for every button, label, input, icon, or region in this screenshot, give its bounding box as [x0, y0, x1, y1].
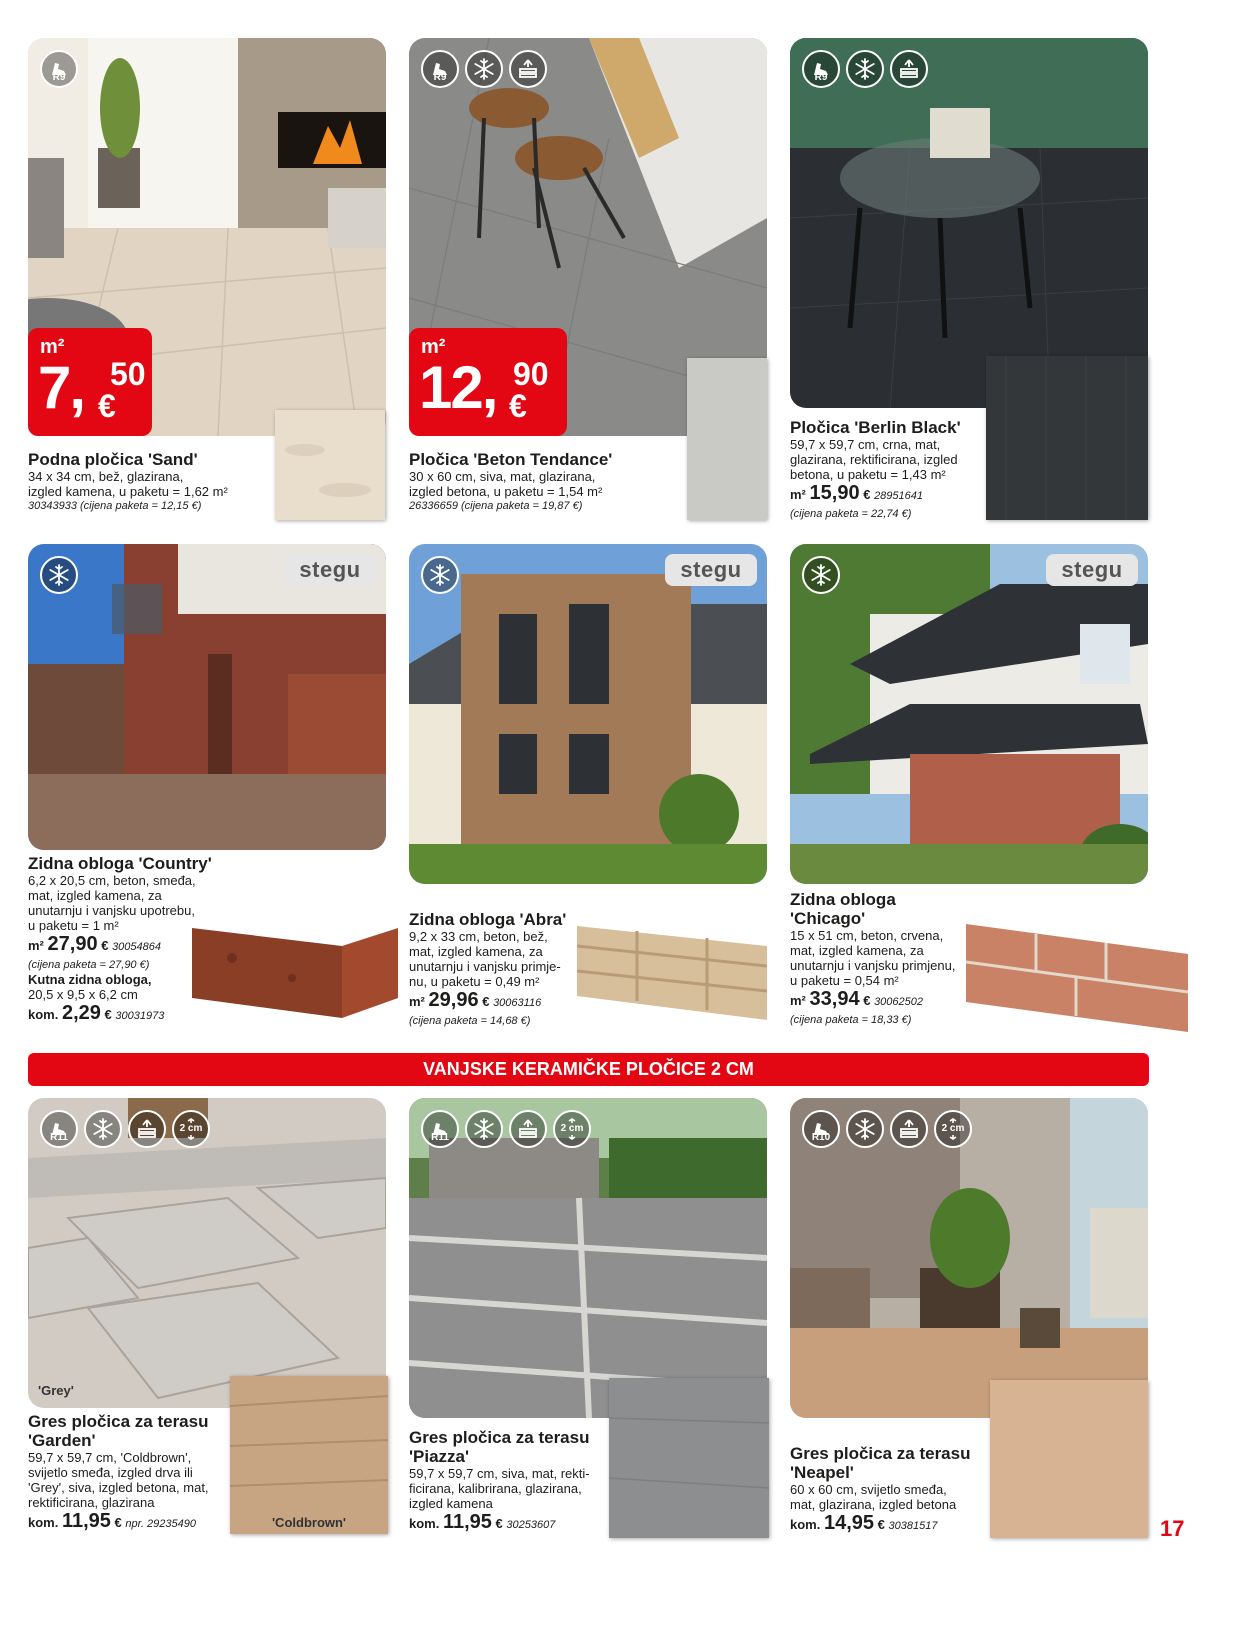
piazza-title-2: 'Piazza'	[409, 1447, 470, 1466]
garden-desc-2: svijetlo smeđa, izgled drva ili	[28, 1465, 193, 1480]
brick-house-chicago-image	[790, 544, 1148, 884]
country-price: m² 27,90 € 30054864	[28, 933, 162, 955]
slip-resistance-r11-icon: R11	[421, 1110, 459, 1148]
piazza-title-1: Gres pločica za terasu	[409, 1428, 590, 1447]
product-card-neapel[interactable]	[790, 1098, 1164, 1548]
country-photo	[28, 544, 386, 850]
abra-icons	[421, 556, 459, 594]
berlin-package-price: (cijena paketa = 22,74 €)	[790, 508, 912, 520]
grey-variant-label: 'Grey'	[38, 1383, 74, 1398]
abra-price: m² 29,96 € 30063116	[409, 989, 542, 1011]
beton-tile-swatch	[687, 358, 767, 520]
slip-resistance-r9-icon: R9	[421, 50, 459, 88]
chicago-brick-swatch	[966, 924, 1188, 1032]
stegu-logo: stegu	[1046, 554, 1138, 586]
country-corner-size: 20,5 x 9,5 x 6,2 cm	[28, 987, 138, 1002]
product-card-piazza[interactable]	[409, 1098, 783, 1548]
product-card-abra[interactable]	[409, 544, 783, 1044]
sand-tile-swatch	[275, 410, 385, 520]
piazza-price: kom. 11,95 € 30253607	[409, 1511, 556, 1533]
country-package-price: (cijena paketa = 27,90 €)	[28, 959, 150, 971]
coldbrown-variant-label: 'Coldbrown'	[271, 1515, 347, 1530]
berlin-desc-3: betona, u paketu = 1,43 m²	[790, 467, 946, 482]
piazza-icons	[421, 1110, 591, 1148]
country-corner-price: kom. 2,29 € 30031973	[28, 1002, 165, 1024]
sand-title: Podna pločica 'Sand'	[28, 450, 198, 469]
beton-desc-2: izgled betona, u paketu = 1,54 m²	[409, 484, 603, 499]
brick-house-country-image	[28, 544, 386, 850]
sand-desc-1: 34 x 34 cm, bež, glazirana,	[28, 469, 184, 484]
section-banner: VANJSKE KERAMIČKE PLOČICE 2 CM	[28, 1053, 1149, 1086]
glass-table-image	[790, 38, 1148, 408]
floor-heating-icon	[509, 1110, 547, 1148]
chicago-title-2: 'Chicago'	[790, 909, 866, 928]
garden-icons	[40, 1110, 210, 1148]
floor-heating-icon	[128, 1110, 166, 1148]
neapel-icons	[802, 1110, 972, 1148]
frost-resistant-icon	[802, 556, 840, 594]
garden-title-2: 'Garden'	[28, 1431, 96, 1450]
garden-desc-4: rektificirana, glazirana	[28, 1495, 155, 1510]
neapel-title-2: 'Neapel'	[790, 1463, 854, 1482]
chicago-desc-2: mat, izgled kamena, za	[790, 943, 924, 958]
abra-photo	[409, 544, 767, 884]
country-icons	[40, 556, 78, 594]
berlin-desc-2: glazirana, rektificirana, izgled	[790, 452, 958, 467]
product-card-berlin-black[interactable]	[790, 38, 1164, 528]
beton-title: Pločica 'Beton Tendance'	[409, 450, 613, 469]
slip-resistance-r11-icon: R11	[40, 1110, 78, 1148]
garden-desc-1: 59,7 x 59,7 cm, 'Coldbrown',	[28, 1450, 192, 1465]
thickness-2cm-icon: 2 cm	[934, 1110, 972, 1148]
product-card-garden[interactable]	[28, 1098, 402, 1548]
country-corner-title: Kutna zidna obloga,	[28, 972, 152, 987]
frost-resistant-icon	[846, 50, 884, 88]
piazza-tile-swatch	[609, 1378, 769, 1538]
country-desc-3: unutarnju i vanjsku upotrebu,	[28, 903, 195, 918]
chicago-photo	[790, 544, 1148, 884]
beton-desc-1: 30 x 60 cm, siva, mat, glazirana,	[409, 469, 596, 484]
neapel-photo	[790, 1098, 1148, 1418]
neapel-desc-1: 60 x 60 cm, svijetlo smeđa,	[790, 1482, 947, 1497]
chicago-desc-1: 15 x 51 cm, beton, crvena,	[790, 928, 944, 943]
berlin-price: m² 15,90 € 28951641	[790, 482, 924, 504]
garden-price: kom. 11,95 € npr. 29235490	[28, 1510, 196, 1532]
berlin-title: Pločica 'Berlin Black'	[790, 418, 961, 437]
stegu-logo: stegu	[665, 554, 757, 586]
beton-price-badge: m² 12, 90 €	[409, 328, 567, 436]
frost-resistant-icon	[465, 50, 503, 88]
frost-resistant-icon	[465, 1110, 503, 1148]
product-card-beton-tendance[interactable]	[409, 38, 783, 528]
piazza-desc-3: izgled kamena	[409, 1496, 493, 1511]
floor-heating-icon	[890, 50, 928, 88]
chicago-desc-4: u paketu = 0,54 m²	[790, 973, 899, 988]
frost-resistant-icon	[421, 556, 459, 594]
sand-icons	[40, 50, 78, 88]
beton-code-line: 26336659 (cijena paketa = 19,87 €)	[409, 500, 583, 512]
stegu-logo: stegu	[284, 554, 376, 586]
thickness-2cm-icon: 2 cm	[553, 1110, 591, 1148]
garden-coldbrown-swatch	[230, 1376, 388, 1534]
beton-icons	[421, 50, 547, 88]
neapel-title-1: Gres pločica za terasu	[790, 1444, 971, 1463]
garden-title-1: Gres pločica za terasu	[28, 1412, 209, 1431]
abra-package-price: (cijena paketa = 14,68 €)	[409, 1015, 531, 1027]
abra-desc-2: mat, izgled kamena, za	[409, 944, 543, 959]
product-card-country[interactable]	[28, 544, 402, 1044]
berlin-tile-swatch	[986, 356, 1148, 520]
sand-desc-2: izgled kamena, u paketu = 1,62 m²	[28, 484, 228, 499]
berlin-photo	[790, 38, 1148, 408]
piazza-desc-1: 59,7 x 59,7 cm, siva, mat, rekti-	[409, 1466, 590, 1481]
country-desc-2: mat, izgled kamena, za	[28, 888, 162, 903]
chicago-price: m² 33,94 € 30062502	[790, 988, 924, 1010]
berlin-desc-1: 59,7 x 59,7 cm, crna, mat,	[790, 437, 941, 452]
chicago-title-1: Zidna obloga	[790, 890, 896, 909]
chicago-desc-3: unutarnju i vanjsku primjenu,	[790, 958, 956, 973]
abra-stone-swatch	[577, 916, 767, 1020]
chicago-icons	[802, 556, 840, 594]
stone-house-abra-image	[409, 544, 767, 884]
country-title: Zidna obloga 'Country'	[28, 854, 212, 873]
neapel-tile-swatch	[990, 1380, 1148, 1538]
sand-price-badge: m² 7, 50 €	[28, 328, 152, 436]
chicago-package-price: (cijena paketa = 18,33 €)	[790, 1014, 912, 1026]
piazza-desc-2: ficirana, kalibrirana, glazirana,	[409, 1481, 582, 1496]
neapel-desc-2: mat, glazirana, izgled betona	[790, 1497, 957, 1512]
slip-resistance-r9-icon: R9	[40, 50, 78, 88]
abra-desc-1: 9,2 x 33 cm, beton, bež,	[409, 929, 548, 944]
thickness-2cm-icon: 2 cm	[172, 1110, 210, 1148]
page-number: 17	[1160, 1516, 1185, 1541]
country-desc-4: u paketu = 1 m²	[28, 918, 119, 933]
product-card-sand[interactable]	[28, 38, 402, 528]
country-desc-1: 6,2 x 20,5 cm, beton, smeđa,	[28, 873, 196, 888]
garden-photo	[28, 1098, 386, 1408]
abra-desc-4: nu, u paketu = 0,49 m²	[409, 974, 540, 989]
floor-heating-icon	[509, 50, 547, 88]
product-card-chicago[interactable]	[790, 544, 1164, 1044]
slip-resistance-r10-icon: R10	[802, 1110, 840, 1148]
neapel-price: kom. 14,95 € 30381517	[790, 1512, 938, 1534]
frost-resistant-icon	[84, 1110, 122, 1148]
abra-desc-3: unutarnju i vanjsku primje-	[409, 959, 561, 974]
berlin-icons	[802, 50, 928, 88]
piazza-photo	[409, 1098, 767, 1418]
frost-resistant-icon	[846, 1110, 884, 1148]
sand-code-line: 30343933 (cijena paketa = 12,15 €)	[28, 500, 202, 512]
floor-heating-icon	[890, 1110, 928, 1148]
abra-title: Zidna obloga 'Abra'	[409, 910, 567, 929]
slip-resistance-r9-icon: R9	[802, 50, 840, 88]
frost-resistant-icon	[40, 556, 78, 594]
garden-desc-3: 'Grey', siva, izgled betona, mat,	[28, 1480, 209, 1495]
